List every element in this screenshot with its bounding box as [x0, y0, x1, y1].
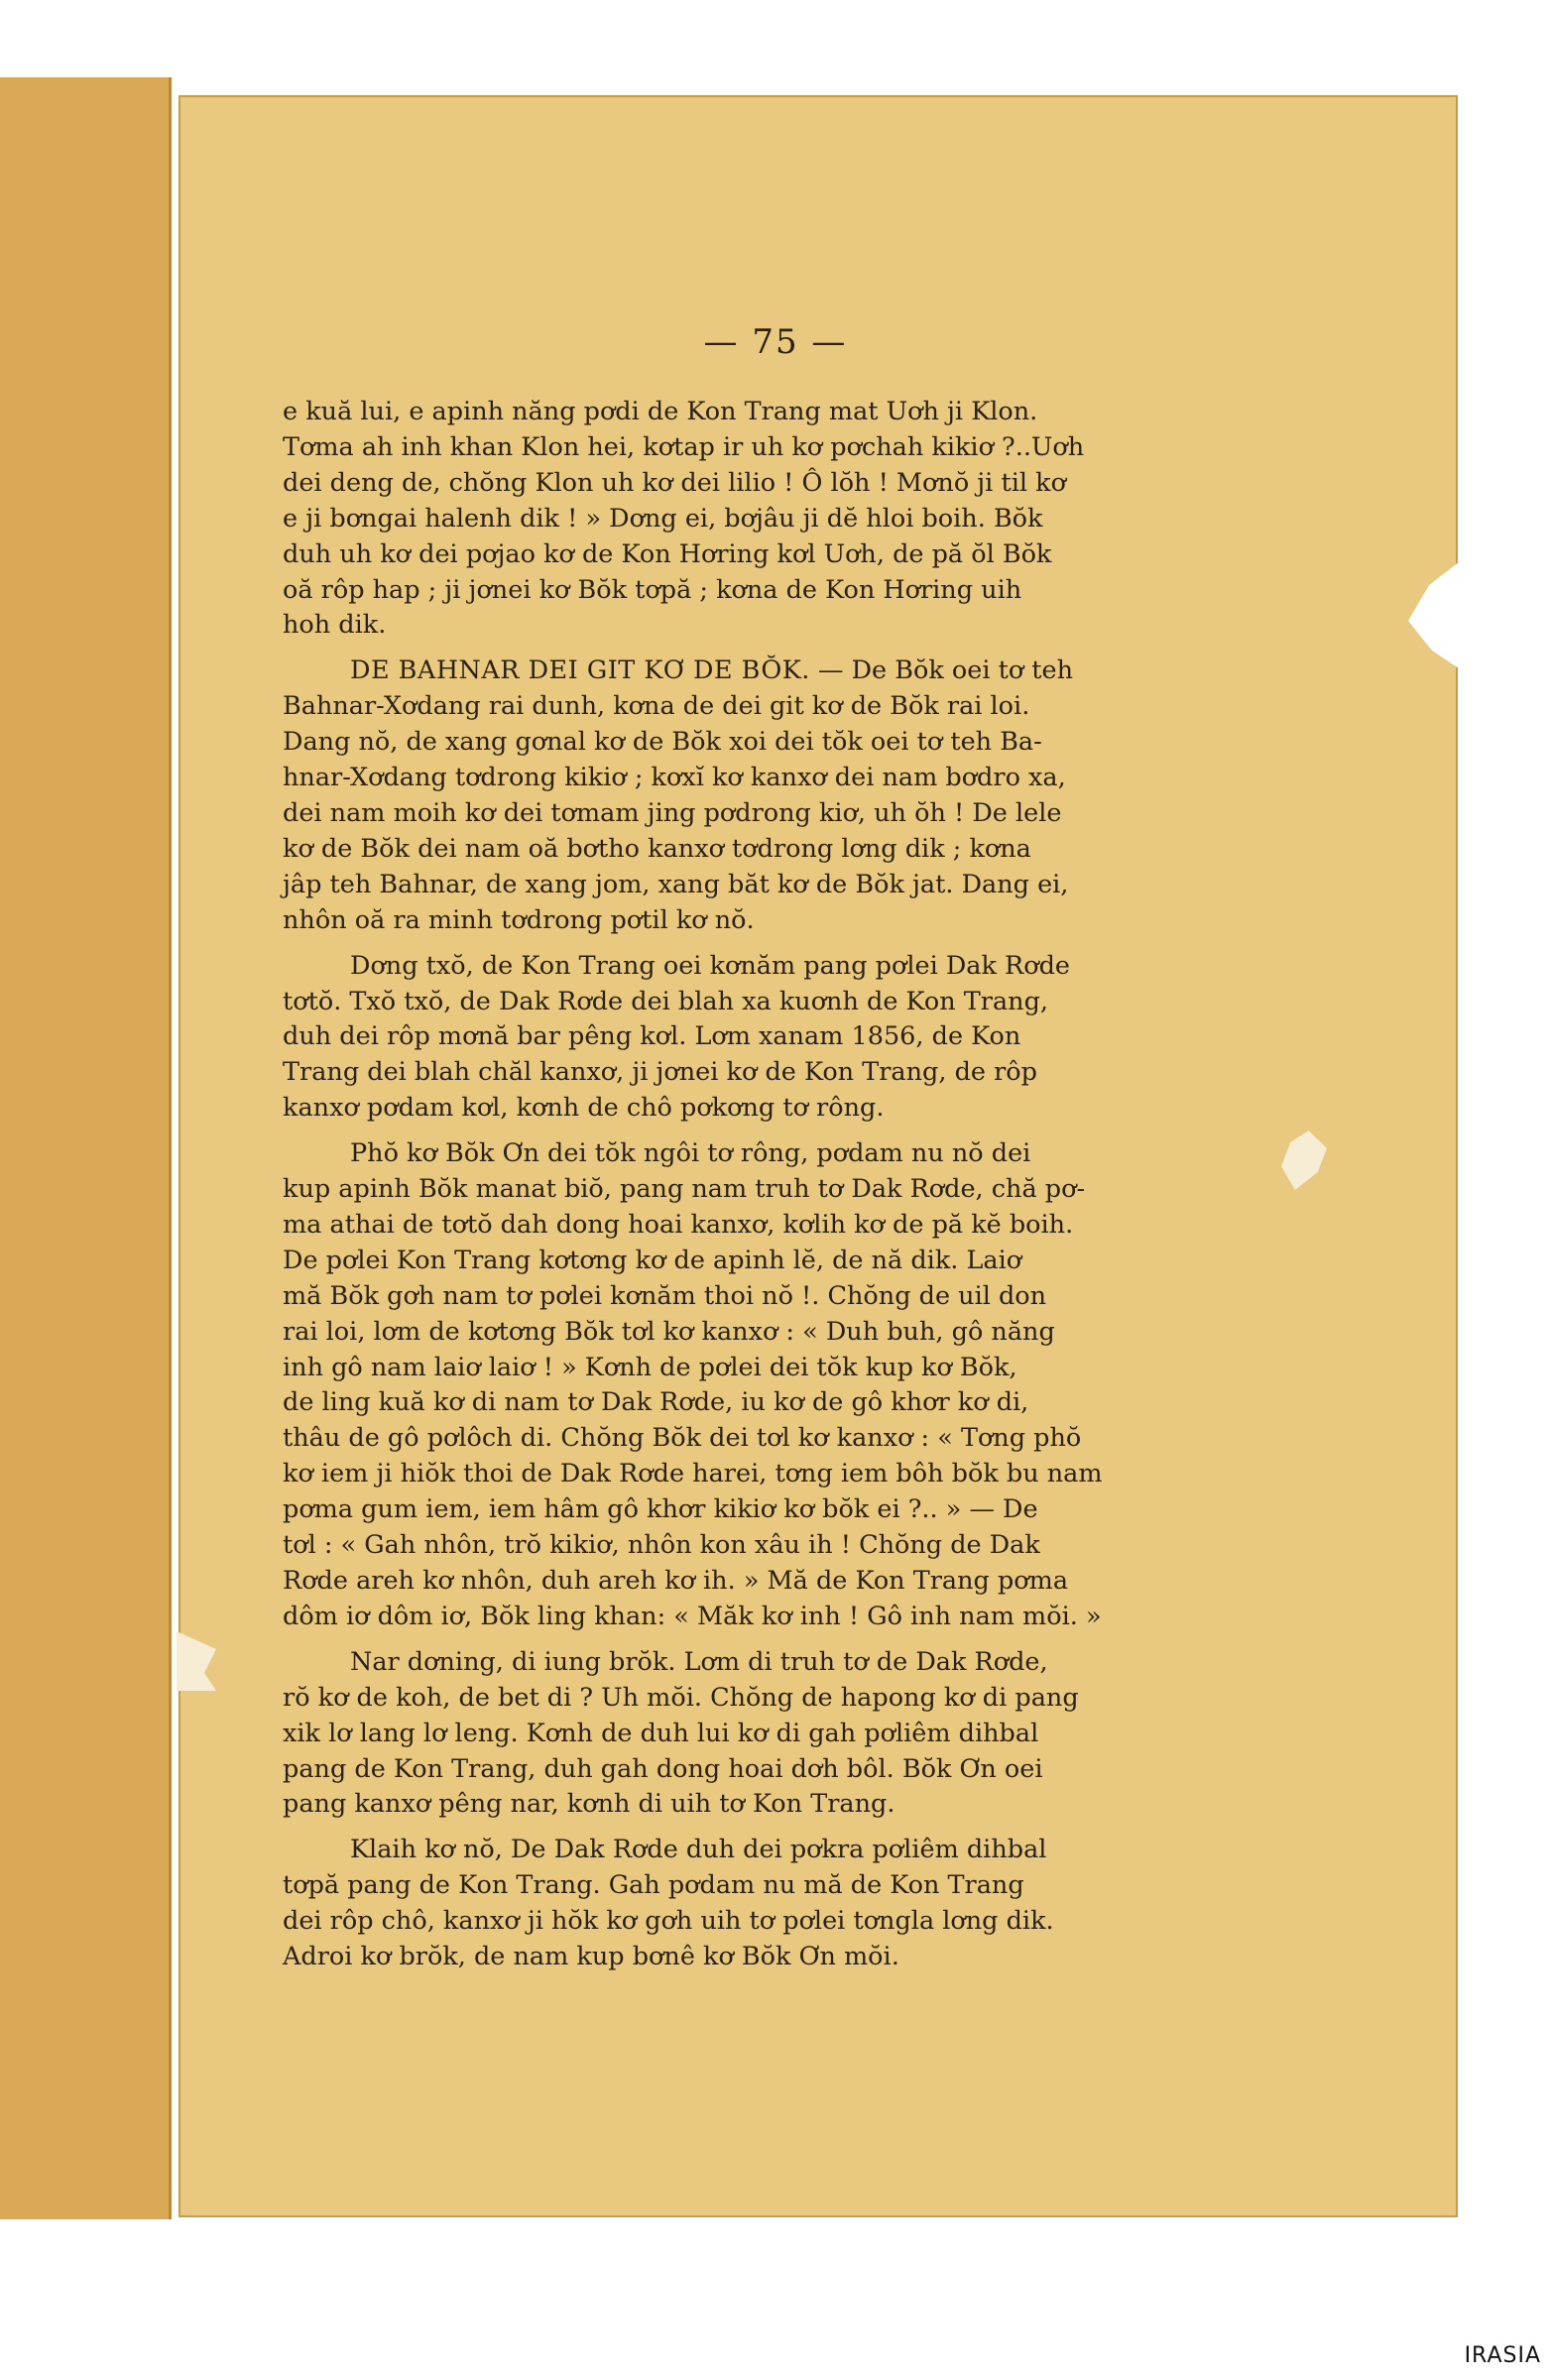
- text-line: kơ iem ji hiŏk thoi de Dak Rơde harei, tơng iem bôh bŏk bu nam: [283, 1459, 1103, 1489]
- text-line: pang de Kon Trang, duh gah dong hoai dơh bôl. Bŏk Ơn oei: [283, 1753, 1043, 1784]
- text-line: inh gô nam laiơ laiơ ! » Kơnh de pơlei dei tŏk kup kơ Bŏk,: [283, 1352, 1017, 1382]
- text-line: de ling kuă kơ di nam tơ Dak Rơde, iu kơ de gô khơr kơ di,: [283, 1387, 1029, 1418]
- text-line: nhôn oă ra minh tơdrong pơtil kơ nŏ.: [283, 904, 755, 935]
- text-line: e kuă lui, e apinh năng pơdi de Kon Trang mat Uơh ji Klon.: [283, 397, 1038, 426]
- text-line: Phŏ kơ Bŏk Ơn dei tŏk ngôi tơ rông, pơdam nu nŏ dei: [350, 1138, 1031, 1169]
- text-line: kanxơ pơdam kơl, kơnh de chô pơkơng tơ rông.: [283, 1093, 885, 1124]
- text-line: Dơng txŏ, de Kon Trang oei kơnăm pang pơlei Dak Rơde: [350, 950, 1071, 981]
- text-line: rai loi, lơm de kơtơng Bŏk tơl kơ kanxơ : « Duh buh, gô năng: [283, 1316, 1055, 1347]
- text-line: ma athai de tơtŏ dah dong hoai kanxơ, kơlih kơ de pă kĕ boih.: [283, 1209, 1074, 1240]
- text-line: Adroi kơ brŏk, de nam kup bơnê kơ Bŏk Ơn mŏi.: [283, 1942, 899, 1972]
- text-line: e ji bơngai halenh dik ! » Dơng ei, bơjâu ji dĕ hloi boih. Bŏk: [283, 503, 1043, 534]
- text-line: tơl : « Gah nhôn, trŏ kikiơ, nhôn kon xâu ih ! Chŏng de Dak: [283, 1530, 1040, 1561]
- text-line: dei nam moih kơ dei tơmam jing pơdrong kiơ, uh ŏh ! De lele: [283, 797, 1062, 828]
- text-line: tơtŏ. Txŏ txŏ, de Dak Rơde dei blah xa kuơnh de Kon Trang,: [283, 986, 1049, 1016]
- text-line: Bahnar-Xơdang rai dunh, kơna de dei git kơ de Bŏk rai loi.: [283, 691, 1030, 722]
- text-line: Nar dơning, di iung brŏk. Lơm di truh tơ de Dak Rơde,: [350, 1646, 1048, 1677]
- page-number: — 75 —: [703, 322, 848, 362]
- text-line: Rơde areh kơ nhôn, duh areh kơ ih. » Mă de Kon Trang pơma: [283, 1566, 1069, 1596]
- text-line: oă rôp hap ; ji jơnei kơ Bŏk tơpă ; kơna de Kon Hơring uih: [283, 574, 1022, 605]
- paragraph: [283, 1645, 1215, 1824]
- paragraph: [283, 1136, 1215, 1635]
- source-watermark: IRASIA: [1464, 2343, 1541, 2368]
- text-line: xik lơ lang lơ leng. Kơnh de duh lui kơ di gah pơliêm dihbal: [283, 1718, 1039, 1748]
- body-text: [283, 395, 1215, 1975]
- text-line: duh uh kơ dei pơjao kơ de Kon Hơring kơl Uơh, de pă ŏl Bŏk: [283, 538, 1052, 569]
- text-line: kup apinh Bŏk manat biŏ, pang nam truh tơ Dak Rơde, chă pơ-: [283, 1174, 1086, 1205]
- text-line: De pơlei Kon Trang kơtơng kơ de apinh lĕ, de nă dik. Laiơ: [283, 1245, 1022, 1275]
- text-line: dei rôp chô, kanxơ ji hŏk kơ gơh uih tơ pơlei tơngla lơng dik.: [283, 1906, 1054, 1937]
- text-line: kơ de Bŏk dei nam oă bơtho kanxơ tơdrong lơng dik ; kơna: [283, 833, 1031, 864]
- text-line: pang kanxơ pêng nar, kơnh di uih tơ Kon Trang.: [283, 1789, 895, 1820]
- text-line: duh dei rôp mơnă bar pêng kơl. Lơm xanam 1856, de Kon: [283, 1021, 1021, 1052]
- paragraph: [283, 395, 1215, 644]
- text-line: pơma gum iem, iem hâm gô khơr kikiơ kơ bŏk ei ?.. » — De: [283, 1494, 1038, 1525]
- paragraph: [283, 654, 1215, 938]
- paragraph: [283, 1833, 1215, 1975]
- text-line: [283, 654, 1215, 689]
- text-line: mă Bŏk gơh nam tơ pơlei kơnăm thoi nŏ !. Chŏng de uil don: [283, 1280, 1047, 1311]
- text-line: Dang nŏ, de xang gơnal kơ de Bŏk xoi dei tŏk oei tơ teh Ba-: [283, 727, 1042, 758]
- text-line: Klaih kơ nŏ, De Dak Rơde duh dei pơkra pơliêm dihbal: [350, 1835, 1047, 1865]
- text-line: dei deng de, chŏng Klon uh kơ dei lilio ! Ô lŏh ! Mơnŏ ji til kơ: [283, 467, 1066, 498]
- paragraph: [283, 949, 1215, 1128]
- facing-page-edge: [0, 77, 172, 2219]
- section-heading: DE BAHNAR DEI GIT KƠ DE BŎK.: [350, 655, 810, 686]
- text-line: thâu de gô pơlôch di. Chŏng Bŏk dei tơl kơ kanxơ : « Tơng phŏ: [283, 1423, 1082, 1454]
- text-line: Tơma ah inh khan Klon hei, kơtap ir uh kơ pơchah kikiơ ?..Uơh: [283, 431, 1085, 462]
- text-line: tơpă pang de Kon Trang. Gah pơdam nu mă de Kon Trang: [283, 1870, 1024, 1901]
- text-line: dôm iơ dôm iơ, Bŏk ling khan: « Măk kơ inh ! Gô inh nam mŏi. »: [283, 1601, 1102, 1631]
- text-line: rŏ kơ de koh, de bet di ? Uh mŏi. Chŏng de hapong kơ di pang: [283, 1682, 1079, 1713]
- text-line: hnar-Xơdang tơdrong kikiơ ; kơxĭ kơ kanxơ dei nam bơdro xa,: [283, 763, 1066, 793]
- text-line: jâp teh Bahnar, de xang jom, xang băt kơ de Bŏk jat. Dang ei,: [283, 869, 1069, 899]
- text-line: Trang dei blah chăl kanxơ, ji jơnei kơ de Kon Trang, de rôp: [283, 1057, 1037, 1088]
- text-line: hoh dik.: [283, 610, 387, 641]
- text-run: — De Bŏk oei tơ teh: [818, 655, 1074, 686]
